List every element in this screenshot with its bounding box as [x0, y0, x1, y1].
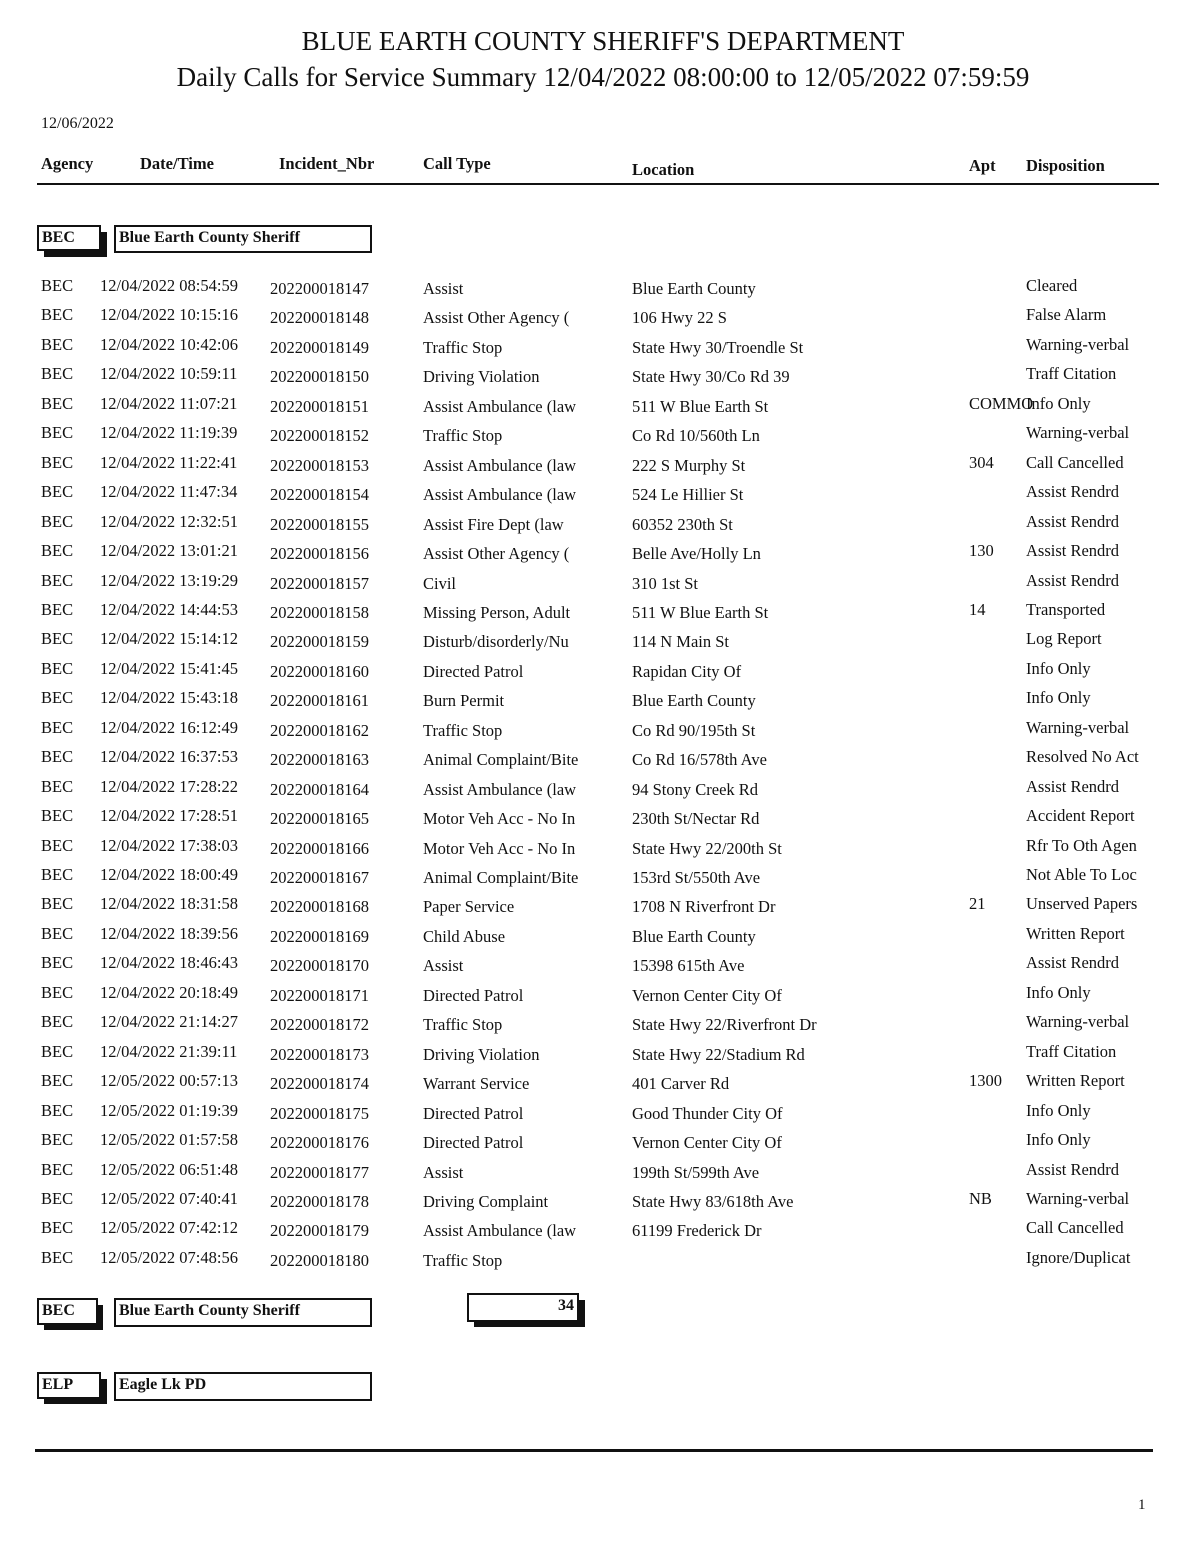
cell-agency: BEC	[41, 806, 74, 826]
cell-incident: 202200018170	[270, 956, 369, 976]
cell-location: Vernon Center City Of	[632, 1133, 782, 1153]
column-header-datetime: Date/Time	[140, 154, 214, 173]
cell-location: 524 Le Hillier St	[632, 485, 744, 505]
cell-disposition: Accident Report	[1026, 806, 1135, 826]
cell-datetime: 12/04/2022 11:19:39	[100, 423, 238, 443]
cell-datetime: 12/04/2022 16:37:53	[100, 747, 238, 767]
cell-apt: 130	[969, 541, 994, 561]
cell-datetime: 12/05/2022 01:19:39	[100, 1100, 238, 1120]
cell-datetime: 12/04/2022 10:15:16	[100, 305, 238, 325]
cell-incident: 202200018172	[270, 1015, 369, 1035]
cell-datetime: 12/04/2022 11:47:34	[100, 482, 238, 502]
report-subtitle: Daily Calls for Service Summary 12/04/2022 08:00:00 to 12/05/2022 07:59:59	[176, 62, 1030, 92]
cell-agency: BEC	[41, 629, 74, 649]
cell-datetime: 12/05/2022 07:40:41	[100, 1188, 238, 1208]
cell-datetime: 12/04/2022 21:39:11	[100, 1041, 238, 1061]
cell-calltype: Assist Other Agency (	[423, 544, 570, 564]
cell-incident: 202200018160	[270, 661, 369, 681]
cell-datetime: 12/04/2022 17:38:03	[100, 835, 238, 855]
cell-disposition: Written Report	[1026, 1071, 1125, 1091]
cell-agency: BEC	[41, 1188, 74, 1208]
cell-location: State Hwy 83/618th Ave	[632, 1191, 794, 1211]
cell-calltype: Assist Ambulance (law	[423, 779, 577, 799]
report-title: BLUE EARTH COUNTY SHERIFF'S DEPARTMENT	[301, 26, 905, 56]
cell-agency: BEC	[41, 865, 74, 884]
cell-disposition: Warning-verbal	[1026, 423, 1130, 443]
cell-location: 1708 N Riverfront Dr	[632, 897, 776, 917]
cell-disposition: Transported	[1026, 599, 1106, 619]
cell-datetime: 12/05/2022 00:57:13	[100, 1071, 238, 1091]
cell-incident: 202200018151	[270, 396, 369, 416]
cell-disposition: Call Cancelled	[1026, 452, 1124, 472]
cell-disposition: Assist Rendrd	[1026, 482, 1120, 502]
cell-incident: 202200018175	[270, 1103, 369, 1123]
cell-datetime: 12/04/2022 14:44:53	[100, 599, 238, 619]
cell-disposition: Warning-verbal	[1026, 717, 1130, 737]
cell-calltype: Burn Permit	[423, 691, 505, 711]
cell-agency: BEC	[41, 599, 74, 619]
column-header-location: Location	[632, 160, 695, 179]
cell-incident: 202200018161	[270, 691, 369, 711]
cell-calltype: Traffic Stop	[423, 1250, 503, 1270]
cell-incident: 202200018169	[270, 926, 369, 946]
cell-disposition: Assist Rendrd	[1026, 511, 1120, 531]
cell-location: State Hwy 30/Co Rd 39	[632, 367, 790, 387]
cell-calltype: Warrant Service	[423, 1074, 530, 1094]
cell-incident: 202200018171	[270, 985, 369, 1005]
cell-datetime: 12/04/2022 11:22:41	[100, 452, 238, 472]
cell-disposition: Warning-verbal	[1026, 1188, 1130, 1208]
cell-disposition: Warning-verbal	[1026, 334, 1130, 354]
cell-location: 401 Carver Rd	[632, 1074, 730, 1094]
cell-calltype: Assist	[423, 279, 464, 298]
cell-agency: BEC	[41, 923, 74, 943]
cell-location: Co Rd 90/195th St	[632, 720, 756, 740]
cell-agency: BEC	[41, 305, 74, 325]
cell-apt: NB	[969, 1188, 992, 1208]
cell-calltype: Driving Violation	[423, 367, 540, 387]
cell-incident: 202200018153	[270, 455, 369, 475]
cell-calltype: Directed Patrol	[423, 661, 524, 681]
cell-location: State Hwy 22/Riverfront Dr	[632, 1015, 817, 1035]
group-footer-name-box: Blue Earth County Sheriff	[114, 1298, 372, 1327]
cell-incident: 202200018166	[270, 838, 369, 858]
cell-incident: 202200018165	[270, 809, 369, 829]
cell-datetime: 12/04/2022 21:14:27	[100, 1012, 238, 1032]
cell-datetime: 12/04/2022 18:39:56	[100, 923, 238, 943]
cell-datetime: 12/04/2022 11:07:21	[100, 393, 238, 413]
cell-calltype: Animal Complaint/Bite	[423, 750, 579, 770]
cell-agency: BEC	[41, 688, 74, 708]
column-header-incident: Incident_Nbr	[279, 154, 375, 173]
cell-location: 114 N Main St	[632, 632, 730, 652]
cell-disposition: Ignore/Duplicat	[1026, 1247, 1131, 1267]
cell-location: 230th St/Nectar Rd	[632, 809, 760, 829]
cell-incident: 202200018150	[270, 367, 369, 387]
cell-datetime: 12/04/2022 10:42:06	[100, 334, 238, 354]
cell-incident: 202200018176	[270, 1133, 369, 1153]
cell-calltype: Driving Violation	[423, 1044, 540, 1064]
cell-location: Blue Earth County	[632, 691, 756, 711]
cell-calltype: Child Abuse	[423, 926, 506, 946]
cell-incident: 202200018148	[270, 308, 369, 328]
cell-disposition: Warning-verbal	[1026, 1012, 1130, 1032]
cell-calltype: Assist Ambulance (law	[423, 485, 577, 505]
group-name-box: Blue Earth County Sheriff	[114, 225, 372, 253]
cell-calltype: Assist Ambulance (law	[423, 1221, 577, 1241]
cell-agency: BEC	[41, 1130, 74, 1150]
cell-agency: BEC	[41, 482, 74, 502]
group-count-box: 34	[467, 1293, 579, 1322]
cell-disposition: Info Only	[1026, 1130, 1091, 1150]
cell-agency: BEC	[41, 1041, 74, 1061]
cell-agency: BEC	[41, 1071, 74, 1091]
cell-agency: BEC	[41, 276, 74, 295]
cell-incident: 202200018154	[270, 485, 369, 505]
cell-agency: BEC	[41, 393, 74, 413]
cell-datetime: 12/04/2022 15:43:18	[100, 688, 238, 708]
footer-divider	[35, 1449, 1153, 1452]
cell-location: Blue Earth County	[632, 279, 756, 298]
cell-agency: BEC	[41, 1012, 74, 1032]
cell-disposition: Traff Citation	[1026, 1041, 1117, 1061]
cell-agency: BEC	[41, 717, 74, 737]
cell-disposition: Log Report	[1026, 629, 1102, 649]
cell-location: 94 Stony Creek Rd	[632, 779, 759, 799]
cell-calltype: Directed Patrol	[423, 1133, 524, 1153]
cell-disposition: Assist Rendrd	[1026, 776, 1120, 796]
group-footer-code-box: BEC	[37, 1298, 98, 1325]
page-number: 1	[1138, 1497, 1146, 1513]
cell-agency: BEC	[41, 570, 74, 590]
cell-calltype: Assist	[423, 956, 464, 976]
cell-disposition: Assist Rendrd	[1026, 541, 1120, 561]
cell-location: Co Rd 16/578th Ave	[632, 750, 767, 770]
cell-calltype: Traffic Stop	[423, 720, 503, 740]
cell-disposition: Written Report	[1026, 923, 1125, 943]
cell-disposition: Cleared	[1026, 276, 1078, 295]
cell-calltype: Motor Veh Acc - No In	[423, 838, 576, 858]
cell-agency: BEC	[41, 452, 74, 472]
cell-datetime: 12/04/2022 13:19:29	[100, 570, 238, 590]
cell-incident: 202200018174	[270, 1074, 369, 1094]
cell-calltype: Driving Complaint	[423, 1191, 549, 1211]
group-code-box: BEC	[37, 225, 101, 251]
cell-incident: 202200018158	[270, 602, 369, 622]
cell-incident: 202200018173	[270, 1044, 369, 1064]
cell-datetime: 12/05/2022 07:42:12	[100, 1218, 238, 1238]
cell-datetime: 12/04/2022 13:01:21	[100, 541, 238, 561]
cell-calltype: Assist Other Agency (	[423, 308, 570, 328]
column-header-agency: Agency	[41, 154, 94, 173]
cell-location: Rapidan City Of	[632, 661, 742, 681]
cell-calltype: Assist	[423, 1162, 464, 1182]
cell-disposition: Not Able To Loc	[1026, 865, 1137, 884]
column-header-apt: Apt	[969, 156, 996, 175]
cell-datetime: 12/04/2022 18:46:43	[100, 953, 238, 973]
cell-calltype: Assist Ambulance (law	[423, 396, 577, 416]
cell-datetime: 12/05/2022 07:48:56	[100, 1247, 238, 1267]
cell-location: Vernon Center City Of	[632, 985, 782, 1005]
cell-disposition: Traff Citation	[1026, 364, 1117, 384]
cell-disposition: Info Only	[1026, 658, 1091, 678]
cell-agency: BEC	[41, 364, 74, 384]
cell-datetime: 12/05/2022 06:51:48	[100, 1159, 238, 1179]
cell-incident: 202200018180	[270, 1250, 369, 1270]
cell-calltype: Animal Complaint/Bite	[423, 868, 579, 887]
cell-agency: BEC	[41, 423, 74, 443]
cell-agency: BEC	[41, 747, 74, 767]
cell-disposition: False Alarm	[1026, 305, 1107, 325]
column-header-calltype: Call Type	[423, 154, 491, 173]
cell-apt: 14	[969, 599, 986, 619]
cell-agency: BEC	[41, 334, 74, 354]
cell-disposition: Unserved Papers	[1026, 894, 1138, 914]
cell-incident: 202200018147	[270, 279, 369, 298]
cell-location: 153rd St/550th Ave	[632, 868, 761, 887]
cell-datetime: 12/04/2022 10:59:11	[100, 364, 238, 384]
cell-disposition: Info Only	[1026, 688, 1091, 708]
cell-incident: 202200018163	[270, 750, 369, 770]
cell-incident: 202200018168	[270, 897, 369, 917]
cell-location: State Hwy 30/Troendle St	[632, 337, 804, 357]
cell-location: Good Thunder City Of	[632, 1103, 783, 1123]
cell-incident: 202200018179	[270, 1221, 369, 1241]
cell-calltype: Traffic Stop	[423, 337, 503, 357]
cell-datetime: 12/04/2022 17:28:51	[100, 806, 238, 826]
cell-location: 106 Hwy 22 S	[632, 308, 727, 328]
cell-location: 61199 Frederick Dr	[632, 1221, 762, 1241]
cell-calltype: Directed Patrol	[423, 985, 524, 1005]
cell-agency: BEC	[41, 835, 74, 855]
cell-disposition: Info Only	[1026, 1100, 1091, 1120]
cell-calltype: Traffic Stop	[423, 1015, 503, 1035]
cell-apt: 304	[969, 452, 994, 472]
cell-datetime: 12/04/2022 17:28:22	[100, 776, 238, 796]
cell-disposition: Assist Rendrd	[1026, 1159, 1120, 1179]
header-divider	[37, 183, 1159, 185]
cell-datetime: 12/05/2022 01:57:58	[100, 1130, 238, 1150]
cell-datetime: 12/04/2022 12:32:51	[100, 511, 238, 531]
cell-disposition: Assist Rendrd	[1026, 953, 1120, 973]
cell-location: State Hwy 22/200th St	[632, 838, 782, 858]
column-header-disposition: Disposition	[1026, 156, 1105, 175]
cell-calltype: Civil	[423, 573, 457, 593]
cell-apt: COMMO	[969, 393, 1034, 413]
cell-location: Co Rd 10/560th Ln	[632, 426, 760, 446]
cell-agency: BEC	[41, 982, 74, 1002]
cell-calltype: Disturb/disorderly/Nu	[423, 632, 569, 652]
cell-datetime: 12/04/2022 18:31:58	[100, 894, 238, 914]
cell-incident: 202200018149	[270, 337, 369, 357]
cell-incident: 202200018167	[270, 868, 369, 887]
cell-apt: 21	[969, 894, 986, 914]
cell-incident: 202200018162	[270, 720, 369, 740]
cell-calltype: Assist Fire Dept (law	[423, 514, 564, 534]
cell-agency: BEC	[41, 511, 74, 531]
cell-agency: BEC	[41, 541, 74, 561]
report-date: 12/06/2022	[41, 115, 114, 132]
cell-location: 511 W Blue Earth St	[632, 396, 769, 416]
group-code-box: ELP	[37, 1372, 101, 1399]
cell-calltype: Directed Patrol	[423, 1103, 524, 1123]
cell-datetime: 12/04/2022 18:00:49	[100, 865, 238, 884]
cell-incident: 202200018155	[270, 514, 369, 534]
cell-datetime: 12/04/2022 15:14:12	[100, 629, 238, 649]
cell-datetime: 12/04/2022 16:12:49	[100, 717, 238, 737]
cell-incident: 202200018164	[270, 779, 369, 799]
cell-disposition: Info Only	[1026, 982, 1091, 1002]
cell-disposition: Assist Rendrd	[1026, 570, 1120, 590]
cell-agency: BEC	[41, 1218, 74, 1238]
cell-datetime: 12/04/2022 15:41:45	[100, 658, 238, 678]
cell-location: 199th St/599th Ave	[632, 1162, 760, 1182]
cell-location: State Hwy 22/Stadium Rd	[632, 1044, 805, 1064]
cell-datetime: 12/04/2022 20:18:49	[100, 982, 238, 1002]
cell-location: 511 W Blue Earth St	[632, 602, 769, 622]
cell-incident: 202200018159	[270, 632, 369, 652]
cell-agency: BEC	[41, 1100, 74, 1120]
cell-incident: 202200018157	[270, 573, 369, 593]
cell-location: 15398 615th Ave	[632, 956, 745, 976]
cell-calltype: Paper Service	[423, 897, 515, 917]
cell-datetime: 12/04/2022 08:54:59	[100, 276, 238, 295]
cell-incident: 202200018156	[270, 544, 369, 564]
cell-location: 310 1st St	[632, 573, 699, 593]
cell-agency: BEC	[41, 1159, 74, 1179]
cell-apt: 1300	[969, 1071, 1002, 1091]
cell-disposition: Rfr To Oth Agen	[1026, 835, 1137, 855]
cell-agency: BEC	[41, 658, 74, 678]
cell-incident: 202200018178	[270, 1191, 369, 1211]
cell-disposition: Call Cancelled	[1026, 1218, 1124, 1238]
cell-agency: BEC	[41, 776, 74, 796]
cell-location: 222 S Murphy St	[632, 455, 746, 475]
cell-location: Belle Ave/Holly Ln	[632, 544, 761, 564]
cell-disposition: Resolved No Act	[1026, 747, 1139, 767]
cell-incident: 202200018152	[270, 426, 369, 446]
cell-calltype: Motor Veh Acc - No In	[423, 809, 576, 829]
cell-disposition: Info Only	[1026, 393, 1091, 413]
cell-calltype: Missing Person, Adult	[423, 602, 571, 622]
cell-incident: 202200018177	[270, 1162, 369, 1182]
cell-agency: BEC	[41, 894, 74, 914]
cell-location: 60352 230th St	[632, 514, 733, 534]
cell-agency: BEC	[41, 953, 74, 973]
group-name-box: Eagle Lk PD	[114, 1372, 372, 1401]
cell-location: Blue Earth County	[632, 926, 756, 946]
cell-calltype: Assist Ambulance (law	[423, 455, 577, 475]
cell-calltype: Traffic Stop	[423, 426, 503, 446]
cell-agency: BEC	[41, 1247, 74, 1267]
